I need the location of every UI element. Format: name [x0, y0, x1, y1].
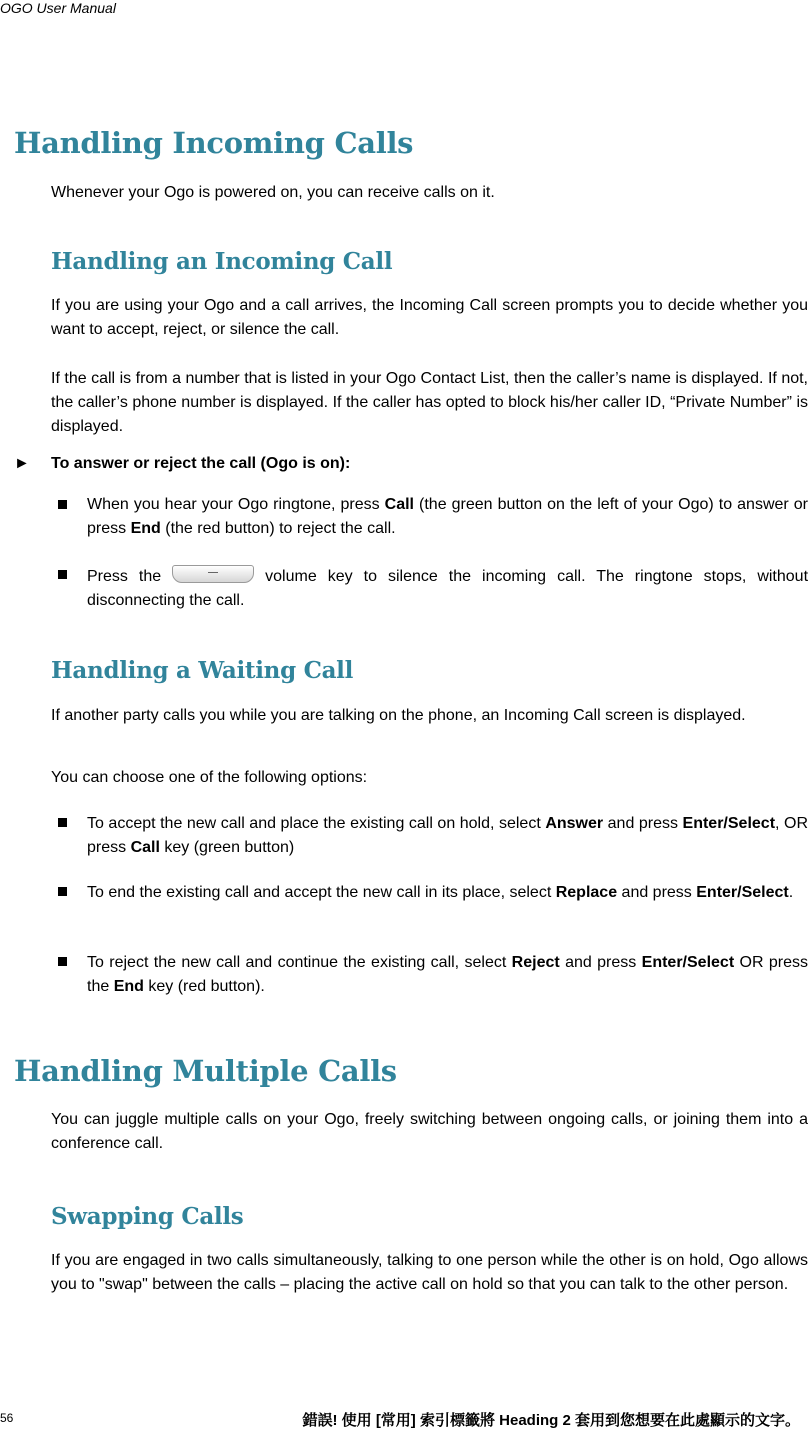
footer-error-text: 錯誤! 使用 [常用] 索引標籤將 Heading 2 套用到您想要在此處顯示的文字。: [302, 1412, 800, 1429]
square-bullet-icon: [58, 887, 67, 896]
section-heading-multiple-calls: Handling Multiple Calls: [14, 1054, 397, 1088]
section-heading-incoming-calls: Handling Incoming Calls: [14, 126, 414, 160]
list-item: When you hear your Ogo ringtone, press Call (the green button on the left of your Ogo) to answer or press End (the red button) to reject the call.: [87, 496, 808, 537]
square-bullet-icon: [58, 500, 67, 509]
subsection-heading-swapping-calls: Swapping Calls: [51, 1203, 244, 1230]
paragraph: If you are engaged in two calls simultaneously, talking to one person while the other is on hold, Ogo allows you to "swap" between the calls – placing the active call on hold so that you can talk to the other person.: [51, 1252, 808, 1293]
square-bullet-icon: [58, 570, 67, 579]
paragraph: If another party calls you while you are talking on the phone, an Incoming Call screen is displayed.: [51, 707, 746, 724]
volume-key-icon: [172, 565, 254, 583]
procedure-arrow-icon: ►: [14, 455, 30, 472]
square-bullet-icon: [58, 957, 67, 966]
section-intro: Whenever your Ogo is powered on, you can receive calls on it.: [51, 184, 495, 201]
list-item: To accept the new call and place the existing call on hold, select Answer and press Enter/Select, OR press Call key (green button): [87, 815, 808, 856]
section-intro: You can juggle multiple calls on your Ogo, freely switching between ongoing calls, or joining them into a conference call.: [51, 1111, 808, 1152]
paragraph: You can choose one of the following options:: [51, 769, 368, 786]
list-item: To end the existing call and accept the new call in its place, select Replace and press Enter/Select.: [87, 884, 794, 901]
paragraph: If the call is from a number that is listed in your Ogo Contact List, then the caller’s name is displayed. If not, the caller’s phone number is displayed. If the caller has opted to block his/her caller ID, “Private Number” is displayed.: [51, 370, 808, 435]
procedure-title: To answer or reject the call (Ogo is on):: [51, 455, 351, 472]
list-item: To reject the new call and continue the existing call, select Reject and press Enter/Select OR press the End key (red button).: [87, 954, 808, 995]
page-number: 56: [0, 1411, 14, 1425]
paragraph: If you are using your Ogo and a call arrives, the Incoming Call screen prompts you to decide whether you want to accept, reject, or silence the call.: [51, 297, 808, 338]
list-item: Press the volume key to silence the incoming call. The ringtone stops, without disconnecting the call.: [87, 565, 808, 613]
square-bullet-icon: [58, 818, 67, 827]
subsection-heading-incoming-call: Handling an Incoming Call: [51, 248, 393, 275]
running-header: OGO User Manual: [0, 0, 116, 16]
subsection-heading-waiting-call: Handling a Waiting Call: [51, 657, 354, 684]
